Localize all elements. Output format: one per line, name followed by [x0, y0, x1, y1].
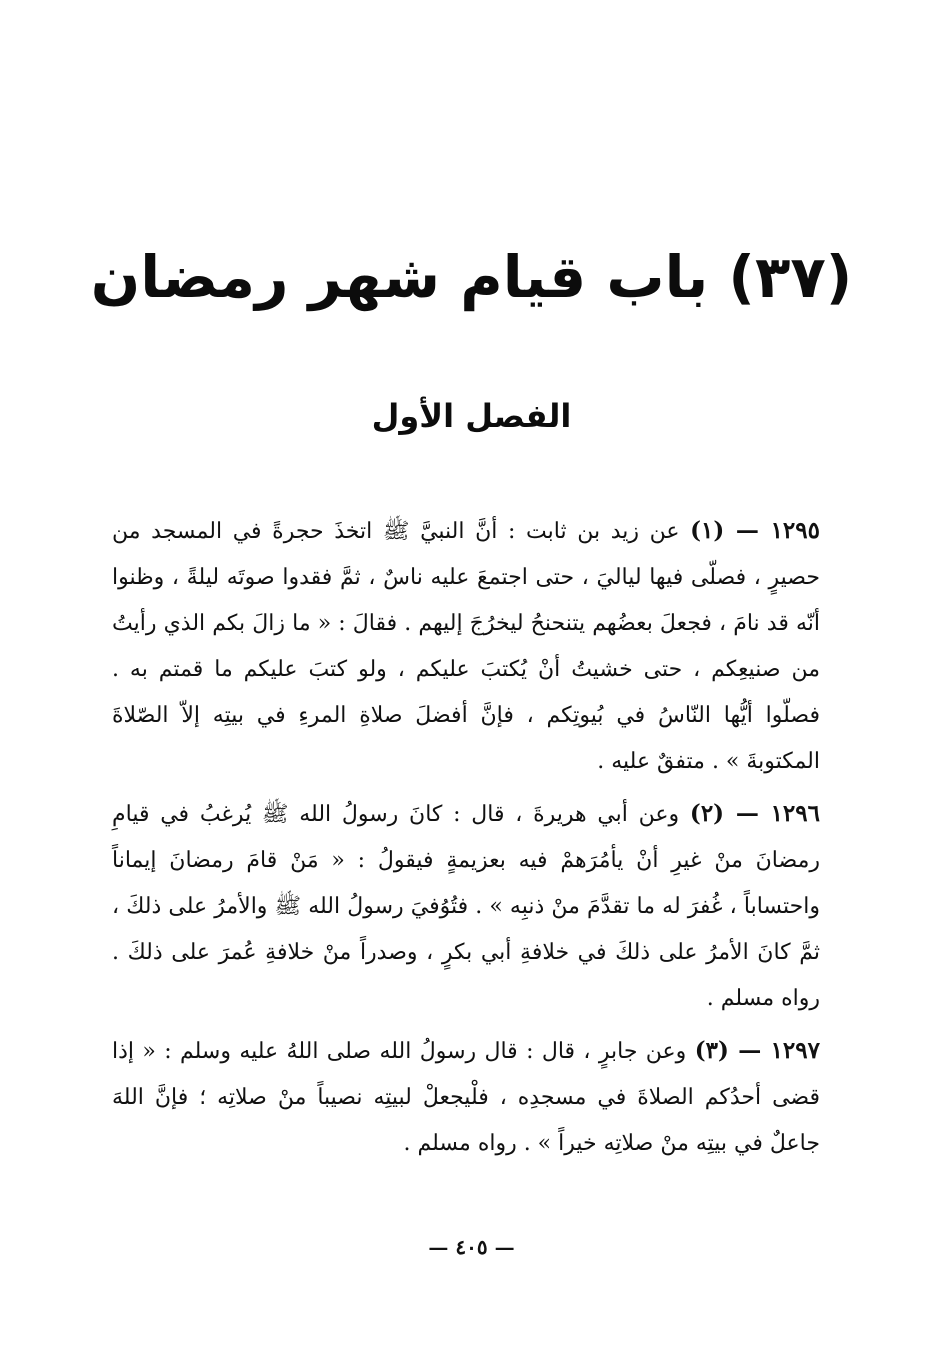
page-number: — ٤٠٥ — [428, 1235, 515, 1259]
chapter-title: (٣٧) باب قيام شهر رمضان [90, 243, 853, 311]
hadith-text: عن زيد بن ثابت : أنَّ النبيَّ ﷺ اتخذَ حجرةً في المسجد من حصيرٍ ، فصلّى فيها لياليَ ، حتى اجتمعَ عليه ناسٌ ، ثمَّ فقدوا صوتَه ليلةً ، وظنوا أنّه قد نامَ ، فجعلَ بعضُهم يتنحنحُ ليخرُجَ إليهم . فقالَ : « ما زالَ بكم الذي رأيتُ من صنيعِكم ، حتى خشيتُ أنْ يُكتبَ عليكم ، ولو كتبَ عليكم ما قمتم به . فصلّوا أيُّها النّاسُ في بُيوتِكم ، فإنَّ أفضلَ صلاةِ المرءِ في بيتِه إلاّ الصّلاةَ المكتوبةَ » . متفقٌ عليه . [112, 519, 820, 774]
hadith-number: ١٢٩٦ — (٢) [689, 800, 820, 827]
hadith-number: ١٢٩٧ — (٣) [694, 1037, 820, 1064]
section-title: الفصل الأول [371, 397, 572, 435]
hadith-text: وعن جابرٍ ، قال : قال رسولُ الله صلى اللهُ عليه وسلم : « إذا قضى أحدُكم الصلاةَ في مسجدِه ، فلْيجعلْ لبيتِه نصيباً منْ صلاتِه ؛ فإنَّ اللهَ جاعلٌ في بيتِه منْ صلاتِه خيراً » . رواه مسلم . [112, 1039, 820, 1156]
hadith-text: وعن أبي هريرةَ ، قال : كانَ رسولُ الله ﷺ يُرغبُ في قيامِ رمضانَ منْ غيرِ أنْ يأمُرَهمْ فيه بعزيمةٍ فيقولُ : « مَنْ قامَ رمضانَ إيماناً واحتساباً ، غُفرَ له ما تقدَّمَ منْ ذنبِه » . فتُوُفيَ رسولُ الله ﷺ والأمرُ على ذلكَ ، ثمَّ كانَ الأمرُ على ذلكَ في خلافةِ أبي بكرٍ ، وصدراً منْ خلافةِ عُمرَ على ذلكَ . رواه مسلم . [112, 802, 820, 1011]
hadith-list [112, 508, 820, 1173]
hadith-number: ١٢٩٥ — (١) [690, 517, 820, 544]
hadith-1297 [112, 1028, 820, 1167]
hadith-1296 [112, 791, 820, 1022]
hadith-1295 [112, 508, 820, 785]
